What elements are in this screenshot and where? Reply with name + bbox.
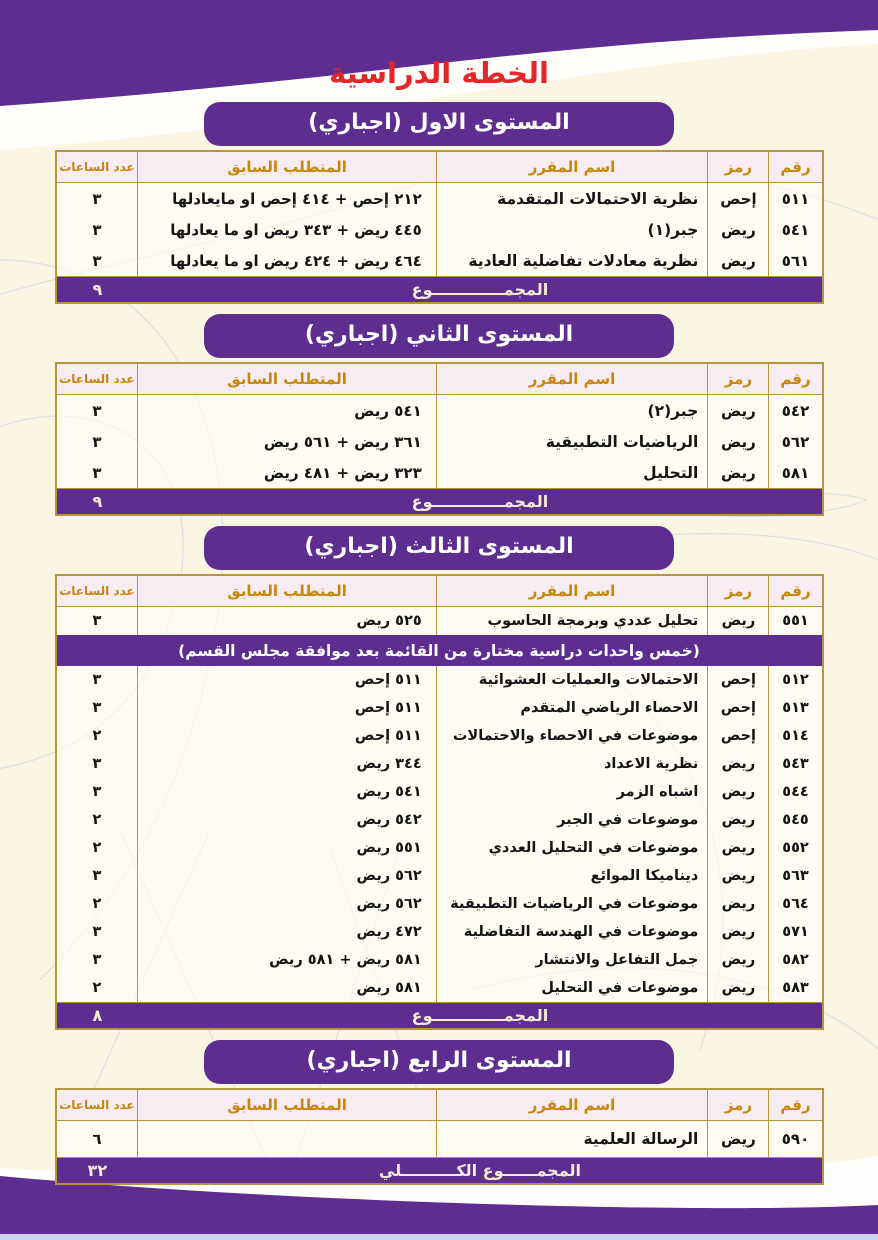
table-header-row xyxy=(57,152,822,183)
course-prerequisite: ٥٦٢ ريض xyxy=(138,890,436,918)
course-name: نظرية معادلات تفاضلية العادية xyxy=(437,245,709,276)
course-number: ٥٩٠ xyxy=(781,1130,810,1148)
course-prerequisite: ٥٨١ ريض xyxy=(138,974,436,1002)
course-name: الرسالة العلمية xyxy=(437,1121,709,1157)
course-number: ٥٦٣ xyxy=(782,868,809,884)
header-course-code: رمز xyxy=(708,576,769,606)
course-row xyxy=(57,918,822,946)
course-number: ٥٨٢ xyxy=(782,952,809,968)
course-code: ريض xyxy=(708,1121,769,1157)
course-number: ٥٨١ xyxy=(781,463,810,482)
table-body xyxy=(57,607,822,1002)
course-code: إحص xyxy=(708,694,769,722)
course-name: الاحتمالات والعمليات العشوائية xyxy=(437,666,709,694)
course-number: ٥٧١ xyxy=(782,924,809,940)
course-code: ريض xyxy=(708,750,769,778)
course-code: ريض xyxy=(708,778,769,806)
level-section xyxy=(0,102,878,304)
header-credit-hours: عدد الساعات xyxy=(57,152,139,182)
course-number: ٥٦٢ xyxy=(781,432,810,451)
course-hours: ٣ xyxy=(57,214,139,245)
course-number: ٥٥٢ xyxy=(782,840,809,856)
header-course-name: اسم المقرر xyxy=(437,364,709,394)
course-code: ريض xyxy=(708,607,769,635)
course-hours: ٣ xyxy=(57,666,139,694)
course-row xyxy=(57,974,822,1002)
course-hours: ٣ xyxy=(57,918,139,946)
level-banner xyxy=(204,1040,674,1084)
course-prerequisite: ٥٦٢ ريض xyxy=(138,862,436,890)
table-header-row xyxy=(57,1090,822,1121)
course-hours: ٦ xyxy=(57,1121,139,1157)
course-prerequisite: ٥٢٥ ريض xyxy=(138,607,436,635)
course-prerequisite: ٣٤٤ ريض xyxy=(138,750,436,778)
level-section xyxy=(0,314,878,516)
course-name: جبر(١) xyxy=(437,214,709,245)
page-title: الخطة الدراسية xyxy=(329,56,549,90)
course-row xyxy=(57,834,822,862)
course-prerequisite: ٣٢٣ ريض + ٤٨١ ريض xyxy=(138,457,436,488)
course-prerequisite: ٥٥١ ريض xyxy=(138,834,436,862)
course-hours: ٢ xyxy=(57,834,139,862)
course-name: التحليل xyxy=(437,457,709,488)
course-name: الرياضيات التطبيقية xyxy=(437,426,709,457)
header-prerequisite: المتطلب السابق xyxy=(138,364,436,394)
course-prerequisite: ٤٦٤ ريض + ٤٢٤ ريض او ما يعادلها xyxy=(138,245,436,276)
course-prerequisite: ٣٦١ ريض + ٥٦١ ريض xyxy=(138,426,436,457)
course-prerequisite: ٤٤٥ ريض + ٣٤٣ ريض او ما يعادلها xyxy=(138,214,436,245)
course-number: ٥١٣ xyxy=(782,700,809,716)
level-section xyxy=(0,1040,878,1185)
course-table xyxy=(55,1088,824,1185)
course-table xyxy=(55,150,824,304)
course-name: نظرية الاحتمالات المتقدمة xyxy=(437,183,709,214)
course-name: موضوعات في الجبر xyxy=(437,806,709,834)
course-prerequisite: ٤٧٢ ريض xyxy=(138,918,436,946)
course-number: ٥٤١ xyxy=(781,220,810,239)
header-course-code: رمز xyxy=(708,1090,769,1120)
level-banner-label: المستوى الثاني (اجباري) xyxy=(304,322,574,347)
table-body xyxy=(57,1121,822,1157)
level-section xyxy=(0,526,878,1030)
course-name: تحليل عددي وبرمجة الحاسوب xyxy=(437,607,709,635)
course-hours: ٣ xyxy=(57,426,139,457)
course-name: موضوعات في التحليل xyxy=(437,974,709,1002)
course-code: ريض xyxy=(708,918,769,946)
course-table xyxy=(55,574,824,1030)
table-header-row xyxy=(57,364,822,395)
course-prerequisite xyxy=(138,1121,436,1157)
course-hours: ٣ xyxy=(57,946,139,974)
level-banner xyxy=(204,102,674,146)
course-hours: ٣ xyxy=(57,694,139,722)
course-hours: ٢ xyxy=(57,722,139,750)
course-row xyxy=(57,395,822,426)
course-row xyxy=(57,426,822,457)
course-number: ٥٦١ xyxy=(781,251,810,270)
course-number: ٥٤٥ xyxy=(782,812,809,828)
course-prerequisite: ٥٨١ ريض + ٥٨١ ريض xyxy=(138,946,436,974)
header-course-number: رقم xyxy=(780,158,811,176)
course-row xyxy=(57,694,822,722)
total-hours-value: ٩ xyxy=(92,280,103,299)
header-course-code: رمز xyxy=(708,152,769,182)
level-banner xyxy=(204,314,674,358)
course-prerequisite: ٢١٢ إحص + ٤١٤ إحص او مايعادلها xyxy=(138,183,436,214)
course-hours: ٣ xyxy=(57,862,139,890)
course-number: ٥٦٤ xyxy=(782,896,809,912)
level-banner-label: المستوى الثالث (اجباري) xyxy=(304,534,574,559)
course-code: ريض xyxy=(708,395,769,426)
course-number: ٥١١ xyxy=(781,189,810,208)
total-hours-value: ٣٢ xyxy=(87,1161,108,1180)
total-label: المجمــــــوع الكــــــــــلي xyxy=(378,1161,581,1180)
header-course-code: رمز xyxy=(708,364,769,394)
course-code: إحص xyxy=(708,183,769,214)
header-prerequisite: المتطلب السابق xyxy=(138,576,436,606)
course-row xyxy=(57,607,822,635)
course-hours: ٢ xyxy=(57,806,139,834)
course-number: ٥٤٢ xyxy=(781,401,810,420)
table-header-row xyxy=(57,576,822,607)
course-code: ريض xyxy=(708,214,769,245)
course-name: جمل التفاعل والانتشار xyxy=(437,946,709,974)
level-banner xyxy=(204,526,674,570)
course-name: موضوعات في الهندسة التفاضلية xyxy=(437,918,709,946)
course-prerequisite: ٥١١ إحص xyxy=(138,694,436,722)
course-prerequisite: ٥١١ إحص xyxy=(138,666,436,694)
table-body xyxy=(57,395,822,488)
course-code: إحص xyxy=(708,666,769,694)
total-label: المجمـــــــــــــوع xyxy=(411,492,549,511)
table-total-row xyxy=(57,1002,822,1028)
course-row xyxy=(57,457,822,488)
course-hours: ٢ xyxy=(57,974,139,1002)
header-credit-hours: عدد الساعات xyxy=(57,1090,139,1120)
course-row xyxy=(57,806,822,834)
header-course-name: اسم المقرر xyxy=(437,152,709,182)
course-hours: ٣ xyxy=(57,778,139,806)
table-body xyxy=(57,183,822,276)
course-hours: ٣ xyxy=(57,750,139,778)
header-course-name: اسم المقرر xyxy=(437,576,709,606)
course-row xyxy=(57,890,822,918)
course-number: ٥٤٣ xyxy=(782,756,809,772)
course-name: اشباه الزمر xyxy=(437,778,709,806)
course-row xyxy=(57,214,822,245)
header-credit-hours: عدد الساعات xyxy=(57,364,139,394)
total-hours-value: ٨ xyxy=(92,1006,103,1025)
course-prerequisite: ٥١١ إحص xyxy=(138,722,436,750)
course-table xyxy=(55,362,824,516)
course-row xyxy=(57,183,822,214)
course-code: ريض xyxy=(708,946,769,974)
course-row xyxy=(57,946,822,974)
course-number: ٥١٢ xyxy=(782,672,809,688)
course-hours: ٢ xyxy=(57,890,139,918)
course-name: ديناميكا الموائع xyxy=(437,862,709,890)
course-row xyxy=(57,245,822,276)
course-code: ريض xyxy=(708,806,769,834)
course-code: إحص xyxy=(708,722,769,750)
course-prerequisite: ٥٤١ ريض xyxy=(138,395,436,426)
course-hours: ٣ xyxy=(57,457,139,488)
levels-container xyxy=(0,102,878,1185)
course-code: ريض xyxy=(708,426,769,457)
course-name: نظرية الاعداد xyxy=(437,750,709,778)
course-row xyxy=(57,778,822,806)
course-row xyxy=(57,862,822,890)
header-prerequisite: المتطلب السابق xyxy=(138,152,436,182)
course-code: ريض xyxy=(708,890,769,918)
course-hours: ٣ xyxy=(57,183,139,214)
header-course-number: رقم xyxy=(780,582,811,600)
total-label: المجمـــــــــــــوع xyxy=(411,1006,549,1025)
header-course-number: رقم xyxy=(780,370,811,388)
total-hours-value: ٩ xyxy=(92,492,103,511)
course-number: ٥١٤ xyxy=(782,728,809,744)
course-name: موضوعات في التحليل العددي xyxy=(437,834,709,862)
header-credit-hours: عدد الساعات xyxy=(57,576,139,606)
course-prerequisite: ٥٤٢ ريض xyxy=(138,806,436,834)
table-total-row xyxy=(57,276,822,302)
course-row xyxy=(57,666,822,694)
course-code: ريض xyxy=(708,834,769,862)
course-hours: ٣ xyxy=(57,245,139,276)
course-row xyxy=(57,722,822,750)
course-prerequisite: ٥٤١ ريض xyxy=(138,778,436,806)
header-course-number: رقم xyxy=(780,1096,811,1114)
course-number: ٥٤٤ xyxy=(782,784,809,800)
table-total-row xyxy=(57,1157,822,1183)
course-number: ٥٥١ xyxy=(782,613,809,629)
course-row xyxy=(57,1121,822,1157)
elective-note-row xyxy=(57,635,822,666)
course-hours: ٣ xyxy=(57,607,139,635)
course-name: موضوعات في الرياضيات التطبيقية xyxy=(437,890,709,918)
course-code: ريض xyxy=(708,974,769,1002)
course-row xyxy=(57,750,822,778)
course-name: الاحصاء الرياضي المتقدم xyxy=(437,694,709,722)
course-code: ريض xyxy=(708,245,769,276)
course-code: ريض xyxy=(708,862,769,890)
course-number: ٥٨٣ xyxy=(782,980,809,996)
total-label: المجمـــــــــــــوع xyxy=(411,280,549,299)
level-banner-label: المستوى الرابع (اجباري) xyxy=(306,1048,572,1073)
course-code: ريض xyxy=(708,457,769,488)
course-name: موضوعات في الاحصاء والاحتمالات xyxy=(437,722,709,750)
course-name: جبر(٢) xyxy=(437,395,709,426)
header-course-name: اسم المقرر xyxy=(437,1090,709,1120)
header-prerequisite: المتطلب السابق xyxy=(138,1090,436,1120)
course-hours: ٣ xyxy=(57,395,139,426)
level-banner-label: المستوى الاول (اجباري) xyxy=(308,110,570,135)
table-total-row xyxy=(57,488,822,514)
elective-note-text: (خمس واحدات دراسية مختارة من القائمة بعد موافقة مجلس القسم) xyxy=(178,641,700,660)
